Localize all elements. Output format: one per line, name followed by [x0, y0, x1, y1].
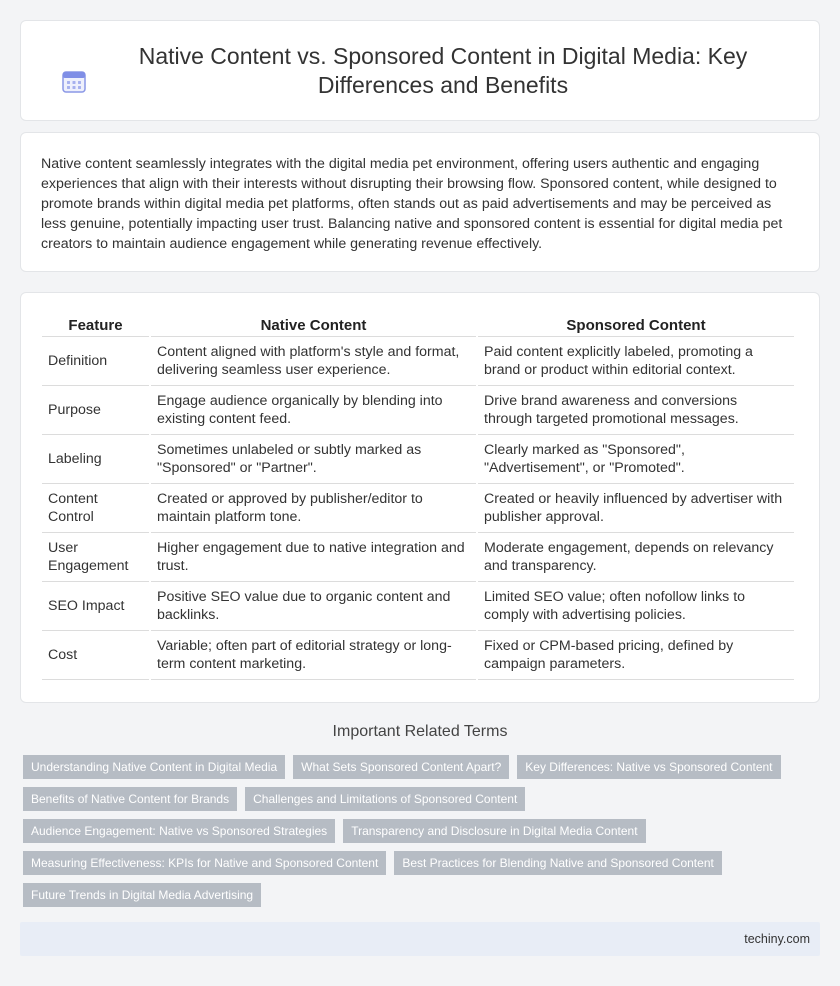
tag-row	[23, 755, 823, 779]
tag-row	[23, 787, 823, 811]
title-card	[20, 20, 820, 121]
table-row	[42, 631, 794, 680]
table-row	[42, 435, 794, 484]
native-cell: Created or approved by publisher/editor to maintain platform tone.	[151, 484, 476, 533]
related-term-tag[interactable]: Future Trends in Digital Media Advertising	[23, 883, 261, 907]
native-cell: Sometimes unlabeled or subtly marked as "Sponsored" or "Partner".	[151, 435, 476, 484]
tag-row	[23, 851, 823, 875]
native-cell: Higher engagement due to native integration and trust.	[151, 533, 476, 582]
related-term-tag[interactable]: Challenges and Limitations of Sponsored Content	[245, 787, 525, 811]
sponsored-cell: Fixed or CPM-based pricing, defined by campaign parameters.	[478, 631, 794, 680]
calendar-icon	[61, 68, 87, 94]
sponsored-cell: Paid content explicitly labeled, promoting a brand or product within editorial context.	[478, 337, 794, 386]
tag-row	[23, 883, 823, 907]
header-feature: Feature	[42, 313, 149, 337]
sponsored-cell: Created or heavily influenced by advertiser with publisher approval.	[478, 484, 794, 533]
sponsored-cell: Clearly marked as "Sponsored", "Advertisement", or "Promoted".	[478, 435, 794, 484]
table-header-row	[42, 313, 794, 337]
native-cell: Positive SEO value due to organic content and backlinks.	[151, 582, 476, 631]
related-term-tag[interactable]: Benefits of Native Content for Brands	[23, 787, 237, 811]
table-row	[42, 582, 794, 631]
native-cell: Variable; often part of editorial strategy or long-term content marketing.	[151, 631, 476, 680]
comparison-card	[20, 292, 820, 703]
related-term-tag[interactable]: What Sets Sponsored Content Apart?	[293, 755, 509, 779]
table-row	[42, 533, 794, 582]
intro-paragraph: Native content seamlessly integrates with the digital media pet environment, offering users authentic and engaging experiences that align with their interests without disrupting their browsing flow. Sponsored content, while designed to promote brands within digital media pet platforms, often stands out as paid advertisements and may be perceived as less genuine, potentially impacting user trust. Balancing native and sponsored content is essential for digital media pet creators to maintain audience engagement while generating revenue effectively.	[41, 156, 783, 252]
feature-cell: Labeling	[42, 435, 149, 484]
related-terms-heading: Important Related Terms	[332, 723, 508, 740]
feature-cell: Definition	[42, 337, 149, 386]
title-wrap	[61, 42, 779, 100]
related-term-tag[interactable]: Key Differences: Native vs Sponsored Content	[517, 755, 780, 779]
feature-cell: Cost	[42, 631, 149, 680]
page-title: Native Content vs. Sponsored Content in Digital Media: Key Differences and Benefits	[138, 42, 748, 98]
native-cell: Content aligned with platform's style and format, delivering seamless user experience.	[151, 337, 476, 386]
table-row	[42, 484, 794, 533]
sponsored-cell: Moderate engagement, depends on relevancy and transparency.	[478, 533, 794, 582]
related-terms-list	[23, 755, 823, 915]
related-term-tag[interactable]: Transparency and Disclosure in Digital Media Content	[343, 819, 645, 843]
header-sponsored: Sponsored Content	[478, 313, 794, 337]
native-cell: Engage audience organically by blending into existing content feed.	[151, 386, 476, 435]
sponsored-cell: Drive brand awareness and conversions through targeted promotional messages.	[478, 386, 794, 435]
related-term-tag[interactable]: Best Practices for Blending Native and Sponsored Content	[394, 851, 722, 875]
table-row	[42, 337, 794, 386]
footer-site-link[interactable]: techiny.com	[744, 932, 810, 946]
sponsored-cell: Limited SEO value; often nofollow links to comply with advertising policies.	[478, 582, 794, 631]
feature-cell: User Engagement	[42, 533, 149, 582]
table-row	[42, 386, 794, 435]
comparison-table	[40, 313, 796, 680]
feature-cell: Purpose	[42, 386, 149, 435]
tag-row	[23, 819, 823, 843]
related-term-tag[interactable]: Audience Engagement: Native vs Sponsored Strategies	[23, 819, 335, 843]
intro-card	[20, 132, 820, 272]
related-term-tag[interactable]: Understanding Native Content in Digital Media	[23, 755, 285, 779]
header-native: Native Content	[151, 313, 476, 337]
feature-cell: Content Control	[42, 484, 149, 533]
related-term-tag[interactable]: Measuring Effectiveness: KPIs for Native and Sponsored Content	[23, 851, 386, 875]
feature-cell: SEO Impact	[42, 582, 149, 631]
footer	[20, 922, 820, 956]
